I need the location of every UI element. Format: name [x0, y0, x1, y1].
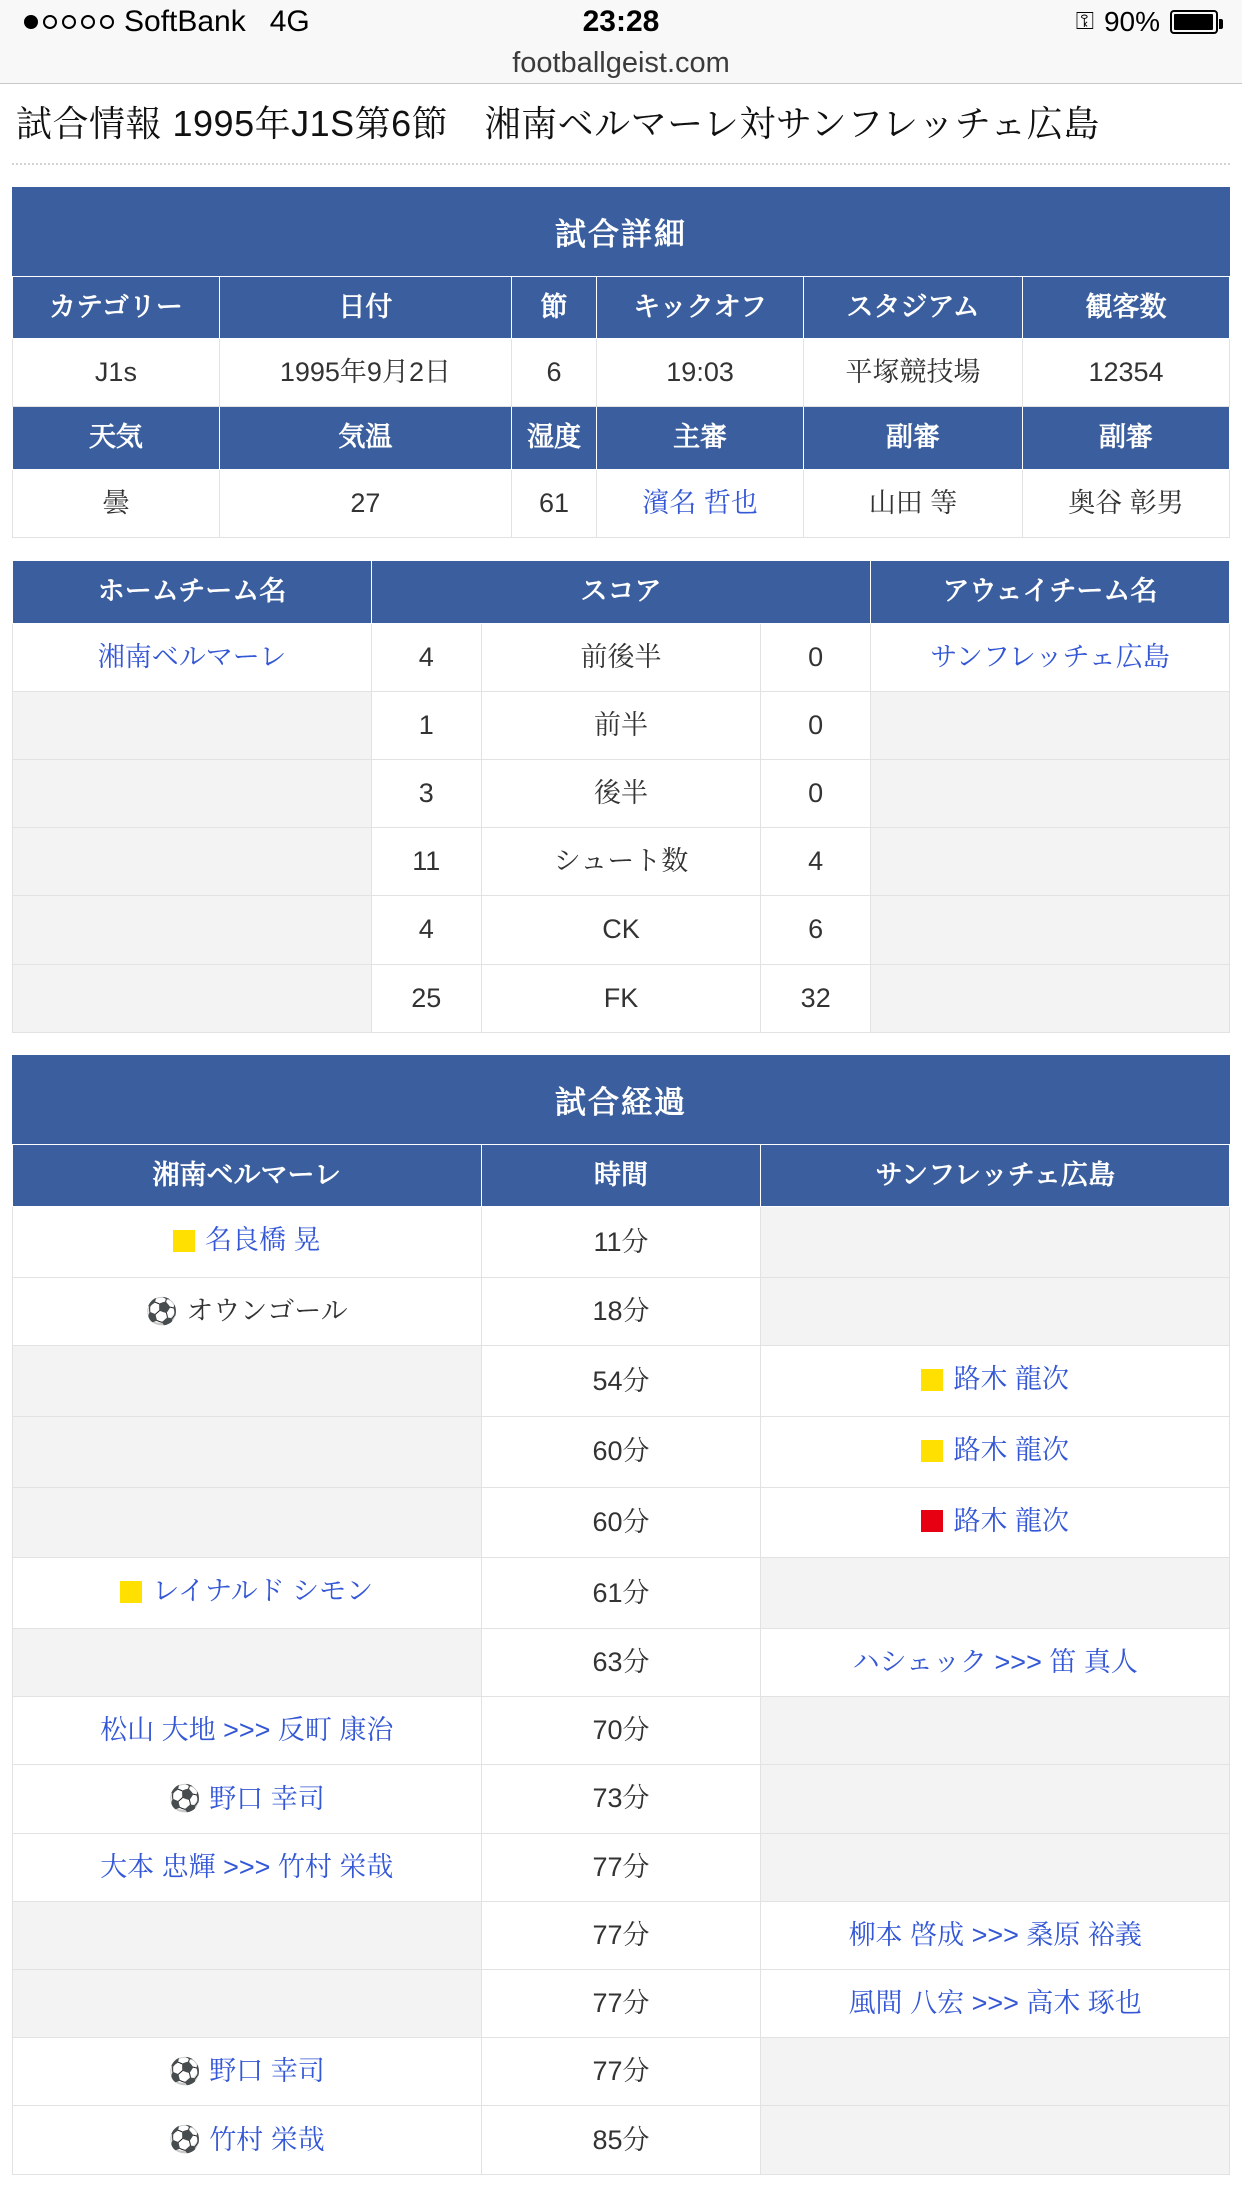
col-temperature: 気温	[219, 407, 511, 470]
progress-home-cell	[13, 1901, 482, 1969]
table-row	[13, 896, 1230, 964]
progress-away-cell[interactable]	[761, 1969, 1230, 2037]
col-home-team: ホームチーム名	[13, 561, 372, 624]
yellow-card-icon	[921, 1369, 943, 1391]
progress-home-label: レイナルド シモン	[152, 1576, 374, 1607]
browser-url-bar[interactable]	[0, 44, 1242, 84]
progress-time-cell: 77分	[481, 2037, 761, 2105]
value-kickoff: 19:03	[597, 339, 804, 407]
clock-label: 23:28	[582, 5, 660, 38]
score-home-value: 4	[372, 624, 482, 692]
score-home-value: 25	[372, 964, 482, 1032]
score-home-team-cell[interactable]: 湘南ベルマーレ	[13, 624, 372, 692]
progress-home-cell	[13, 1629, 482, 1697]
progress-home-label: 野口 幸司	[209, 2056, 325, 2087]
ios-status-bar	[0, 0, 1242, 44]
match-detail-table	[12, 276, 1230, 539]
table-row	[13, 1144, 1230, 1207]
score-block	[12, 560, 1230, 1032]
col-kickoff: キックオフ	[597, 276, 804, 339]
score-home-team-cell	[13, 896, 372, 964]
red-card-icon	[921, 1510, 943, 1532]
progress-home-label: 竹村 栄哉	[209, 2124, 325, 2155]
score-away-team-cell[interactable]: サンフレッチェ広島	[870, 624, 1229, 692]
progress-home-cell[interactable]	[13, 2106, 482, 2174]
match-progress-block	[12, 1055, 1230, 2175]
table-row	[13, 1417, 1230, 1488]
col-date: 日付	[219, 276, 511, 339]
progress-away-cell	[761, 1697, 1230, 1765]
progress-away-cell[interactable]	[761, 1487, 1230, 1558]
progress-home-cell[interactable]	[13, 1697, 482, 1765]
progress-away-cell	[761, 2037, 1230, 2105]
progress-home-cell[interactable]	[13, 2037, 482, 2105]
score-label: 後半	[481, 760, 761, 828]
table-row	[13, 1833, 1230, 1901]
progress-home-cell	[13, 1417, 482, 1488]
page-title: 試合情報 1995年J1S第6節 湘南ベルマーレ対サンフレッチェ広島	[12, 84, 1230, 165]
value-attendance: 12354	[1023, 339, 1230, 407]
progress-home-cell[interactable]	[13, 1558, 482, 1629]
score-home-team-cell	[13, 964, 372, 1032]
yellow-card-icon	[120, 1581, 142, 1603]
table-row	[13, 1901, 1230, 1969]
progress-time-cell: 60分	[481, 1417, 761, 1488]
soccer-ball-icon: ⚽	[145, 1295, 179, 1326]
progress-home-label: 名良橋 晃	[205, 1225, 321, 1256]
battery-percent-label: 90%	[1103, 6, 1160, 37]
progress-time-cell: 61分	[481, 1558, 761, 1629]
table-row	[13, 276, 1230, 339]
table-row	[13, 624, 1230, 692]
col-stadium: スタジアム	[804, 276, 1023, 339]
progress-home-cell[interactable]	[13, 1277, 482, 1345]
soccer-ball-icon: ⚽	[168, 1783, 202, 1814]
table-row	[13, 2037, 1230, 2105]
col-weather: 天気	[13, 407, 220, 470]
match-detail-block	[12, 187, 1230, 539]
score-label: シュート数	[481, 828, 761, 896]
value-temperature: 27	[219, 470, 511, 538]
progress-home-label: オウンゴール	[186, 1296, 348, 1327]
score-away-team-cell	[870, 828, 1229, 896]
network-type-label: 4G	[269, 5, 310, 38]
value-category: J1s	[13, 339, 220, 407]
progress-away-cell	[761, 1765, 1230, 1833]
progress-time-cell: 18分	[481, 1277, 761, 1345]
yellow-card-icon	[921, 1440, 943, 1462]
progress-away-cell[interactable]	[761, 1629, 1230, 1697]
table-row	[13, 2106, 1230, 2174]
col-category: カテゴリー	[13, 276, 220, 339]
score-away-value: 6	[761, 896, 871, 964]
progress-time-cell: 77分	[481, 1901, 761, 1969]
score-away-team-cell	[870, 760, 1229, 828]
table-row	[13, 692, 1230, 760]
score-home-team-cell	[13, 760, 372, 828]
score-home-team-cell	[13, 828, 372, 896]
progress-home-cell	[13, 1346, 482, 1417]
progress-away-label: 路木 龍次	[953, 1505, 1069, 1536]
score-home-value: 4	[372, 896, 482, 964]
progress-away-label: 路木 龍次	[953, 1435, 1069, 1466]
progress-home-cell	[13, 1969, 482, 2037]
match-progress-table	[12, 1144, 1230, 2175]
col-assistant-referee-1: 副審	[804, 407, 1023, 470]
col-assistant-referee-2: 副審	[1023, 407, 1230, 470]
table-row	[13, 339, 1230, 407]
col-main-referee: 主審	[597, 407, 804, 470]
value-section: 6	[511, 339, 596, 407]
score-label: FK	[481, 964, 761, 1032]
score-away-team-cell	[870, 896, 1229, 964]
score-away-value: 4	[761, 828, 871, 896]
progress-away-label: 路木 龍次	[953, 1364, 1069, 1395]
progress-away-cell	[761, 1558, 1230, 1629]
col-section: 節	[511, 276, 596, 339]
table-row	[13, 407, 1230, 470]
progress-time-cell: 54分	[481, 1346, 761, 1417]
score-away-team-cell	[870, 964, 1229, 1032]
yellow-card-icon	[173, 1230, 195, 1252]
url-text: footballgeist.com	[512, 47, 730, 79]
table-row	[13, 1697, 1230, 1765]
col-progress-time: 時間	[481, 1144, 761, 1207]
col-progress-away: サンフレッチェ広島	[761, 1144, 1230, 1207]
value-stadium: 平塚競技場	[804, 339, 1023, 407]
table-row	[13, 1207, 1230, 1278]
progress-home-cell[interactable]	[13, 1765, 482, 1833]
table-row	[13, 1969, 1230, 2037]
progress-away-label: ハシェック >>> 笛 真人	[852, 1647, 1138, 1677]
table-row	[13, 1487, 1230, 1558]
match-progress-banner: 試合経過	[12, 1055, 1230, 1144]
progress-away-cell[interactable]	[761, 1901, 1230, 1969]
col-attendance: 観客数	[1023, 276, 1230, 339]
value-humidity: 61	[511, 470, 596, 538]
value-assistant-referee-2: 奥谷 彰男	[1023, 470, 1230, 538]
value-date: 1995年9月2日	[219, 339, 511, 407]
table-row	[13, 760, 1230, 828]
table-row	[13, 828, 1230, 896]
progress-away-cell	[761, 1207, 1230, 1278]
progress-away-cell	[761, 1833, 1230, 1901]
progress-away-cell[interactable]	[761, 1417, 1230, 1488]
score-away-value: 0	[761, 692, 871, 760]
battery-icon	[1170, 10, 1218, 34]
table-row	[13, 470, 1230, 538]
score-label: 前半	[481, 692, 761, 760]
table-row	[13, 1629, 1230, 1697]
progress-home-cell[interactable]	[13, 1207, 482, 1278]
score-label: CK	[481, 896, 761, 964]
progress-home-label: 野口 幸司	[209, 1783, 325, 1814]
col-progress-home: 湘南ベルマーレ	[13, 1144, 482, 1207]
progress-away-label: 柳本 啓成 >>> 桑原 裕義	[848, 1919, 1142, 1950]
progress-away-cell	[761, 2106, 1230, 2174]
value-main-referee[interactable]: 濱名 哲也	[597, 470, 804, 538]
soccer-ball-icon: ⚽	[168, 2055, 202, 2086]
progress-home-label: 松山 大地 >>> 反町 康治	[100, 1715, 394, 1746]
score-home-value: 11	[372, 828, 482, 896]
score-label: 前後半	[481, 624, 761, 692]
table-row	[13, 1277, 1230, 1345]
progress-time-cell: 77分	[481, 1969, 761, 2037]
progress-time-cell: 63分	[481, 1629, 761, 1697]
progress-away-label: 風間 八宏 >>> 高木 琢也	[848, 1987, 1142, 2018]
table-row	[13, 1346, 1230, 1417]
rotation-lock-icon: ⚿	[1075, 8, 1094, 35]
carrier-label: SoftBank	[124, 5, 246, 38]
table-row	[13, 1765, 1230, 1833]
table-row	[13, 964, 1230, 1032]
page-content	[0, 84, 1242, 2175]
progress-time-cell: 11分	[481, 1207, 761, 1278]
progress-time-cell: 60分	[481, 1487, 761, 1558]
score-away-team-cell	[870, 692, 1229, 760]
score-away-value: 32	[761, 964, 871, 1032]
value-weather: 曇	[13, 470, 220, 538]
table-row	[13, 561, 1230, 624]
table-row	[13, 1558, 1230, 1629]
col-score: スコア	[372, 561, 871, 624]
soccer-ball-icon: ⚽	[168, 2124, 202, 2155]
col-humidity: 湿度	[511, 407, 596, 470]
score-away-value: 0	[761, 760, 871, 828]
match-detail-banner: 試合詳細	[12, 187, 1230, 276]
score-home-value: 1	[372, 692, 482, 760]
progress-time-cell: 77分	[481, 1833, 761, 1901]
score-away-value: 0	[761, 624, 871, 692]
progress-home-label: 大本 忠輝 >>> 竹村 栄哉	[100, 1851, 394, 1882]
col-away-team: アウェイチーム名	[870, 561, 1229, 624]
progress-away-cell	[761, 1277, 1230, 1345]
score-table	[12, 560, 1230, 1032]
progress-time-cell: 85分	[481, 2106, 761, 2174]
progress-away-cell[interactable]	[761, 1346, 1230, 1417]
progress-home-cell	[13, 1487, 482, 1558]
progress-time-cell: 73分	[481, 1765, 761, 1833]
progress-time-cell: 70分	[481, 1697, 761, 1765]
value-assistant-referee-1: 山田 等	[804, 470, 1023, 538]
score-home-value: 3	[372, 760, 482, 828]
score-home-team-cell	[13, 692, 372, 760]
progress-home-cell[interactable]	[13, 1833, 482, 1901]
